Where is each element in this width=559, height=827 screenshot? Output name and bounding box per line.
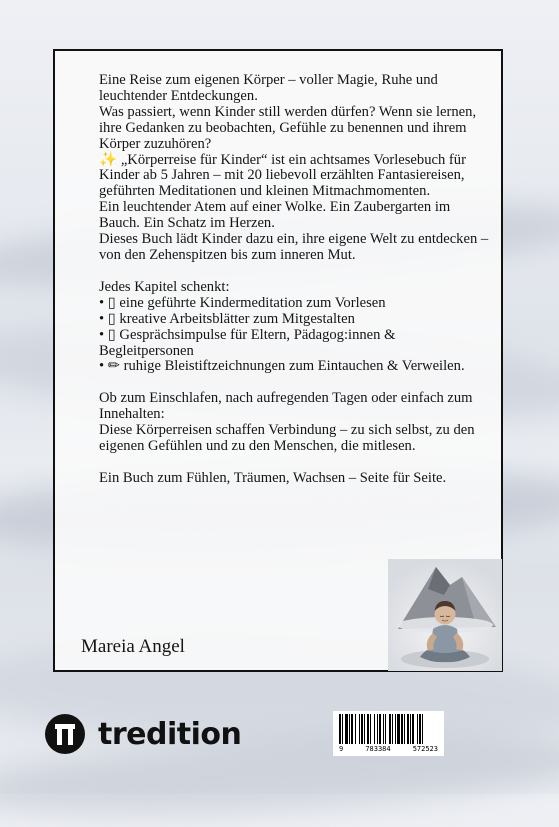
barcode-bar: [374, 714, 375, 744]
barcode-bar: [339, 714, 341, 744]
barcode-bars: [337, 714, 440, 744]
blurb-text: [99, 73, 489, 487]
barcode-bar: [364, 714, 365, 744]
barcode-digits: [337, 745, 440, 753]
barcode-bar: [389, 714, 391, 744]
back-cover-panel: [53, 49, 503, 672]
barcode-bar: [395, 714, 396, 744]
barcode-bar: [345, 714, 348, 744]
barcode-bar: [383, 714, 384, 744]
author-name: Mareia Angel: [81, 636, 185, 657]
publisher-name: tredition: [98, 716, 242, 752]
barcode-bar: [367, 714, 369, 744]
barcode-bar: [370, 714, 371, 744]
barcode-bar: [407, 714, 409, 744]
blurb-paragraph: Was passiert, wenn Kinder still werden dürfen? Wenn sie lernen, ihre Gedanken zu beobachten, Gefühle zu benennen und ihrem Körper zuzuhören?: [99, 103, 477, 152]
blurb-paragraph: Ob zum Einschlafen, nach aufregenden Tagen oder einfach zum Innehalten:: [99, 390, 473, 423]
spacer: [99, 264, 489, 280]
barcode-bar: [417, 714, 418, 744]
barcode-prefix: 9: [339, 745, 344, 753]
barcode-bar: [422, 714, 423, 744]
blurb-paragraph: Diese Körperreisen schaffen Verbindung – zu sich selbst, zu den eigenen Gefühlen und zu den Menschen, die mitlesen.: [99, 422, 475, 455]
barcode-bar: [379, 714, 381, 744]
list-heading: Jedes Kapitel schenkt:: [99, 278, 230, 295]
spacer: [99, 375, 489, 391]
blurb-paragraph: Ein leuchtender Atem auf einer Wolke. Ein Zaubergarten im Bauch. Ein Schatz im Herzen.: [99, 199, 451, 232]
barcode-bar: [404, 714, 405, 744]
barcode-bar: [359, 714, 360, 744]
list-item: • ▯ Gesprächsimpulse für Eltern, Pädagog:innen & Begleitpersonen: [99, 326, 396, 359]
blurb-paragraph: Ein Buch zum Fühlen, Träumen, Wachsen – Seite für Seite.: [99, 469, 447, 486]
barcode-bar: [342, 714, 343, 744]
blurb-paragraph: Dieses Buch lädt Kinder dazu ein, ihre eigene Welt zu entdecken – von den Zehenspitzen bis zum inneren Mut.: [99, 231, 489, 263]
barcode-bar: [419, 714, 421, 744]
isbn-barcode: [333, 711, 444, 756]
barcode-bar: [397, 714, 400, 744]
barcode-bar: [392, 714, 393, 744]
barcode-bar: [355, 714, 356, 744]
blurb-paragraph: Eine Reise zum eigenen Körper – voller Magie, Ruhe und leuchtender Entdeckungen.: [99, 72, 438, 104]
barcode-bar: [412, 714, 414, 744]
barcode-bar: [401, 714, 403, 744]
barcode-group-2: 572523: [412, 745, 438, 753]
blurb-paragraph: ✨ „Körperreise für Kinder“ ist ein achtsames Vorlesebuch für Kinder ab 5 Jahren – mit 20 liebevoll erzählten Fantasiereisen, geführten Meditationen und kleinen Mitmachmomenten.: [99, 151, 466, 200]
barcode-bar: [377, 714, 378, 744]
meditating-child-mountain-icon: [388, 559, 502, 671]
barcode-bar: [349, 714, 350, 744]
publisher-logo: [44, 713, 241, 755]
barcode-group-1: 783384: [365, 745, 391, 753]
list-item: • ▯ kreative Arbeitsblätter zum Mitgestalten: [99, 310, 355, 327]
list-item: • ✏ ruhige Bleistiftzeichnungen zum Eintauchen & Verweilen.: [99, 358, 465, 375]
barcode-bar: [385, 714, 386, 744]
spacer: [99, 455, 489, 471]
barcode-bar: [410, 714, 411, 744]
list-item: • ▯ eine geführte Kindermeditation zum Vorlesen: [99, 294, 386, 311]
barcode-bar: [351, 714, 353, 744]
tredition-logo-icon: [44, 713, 86, 755]
barcode-bar: [361, 714, 363, 744]
